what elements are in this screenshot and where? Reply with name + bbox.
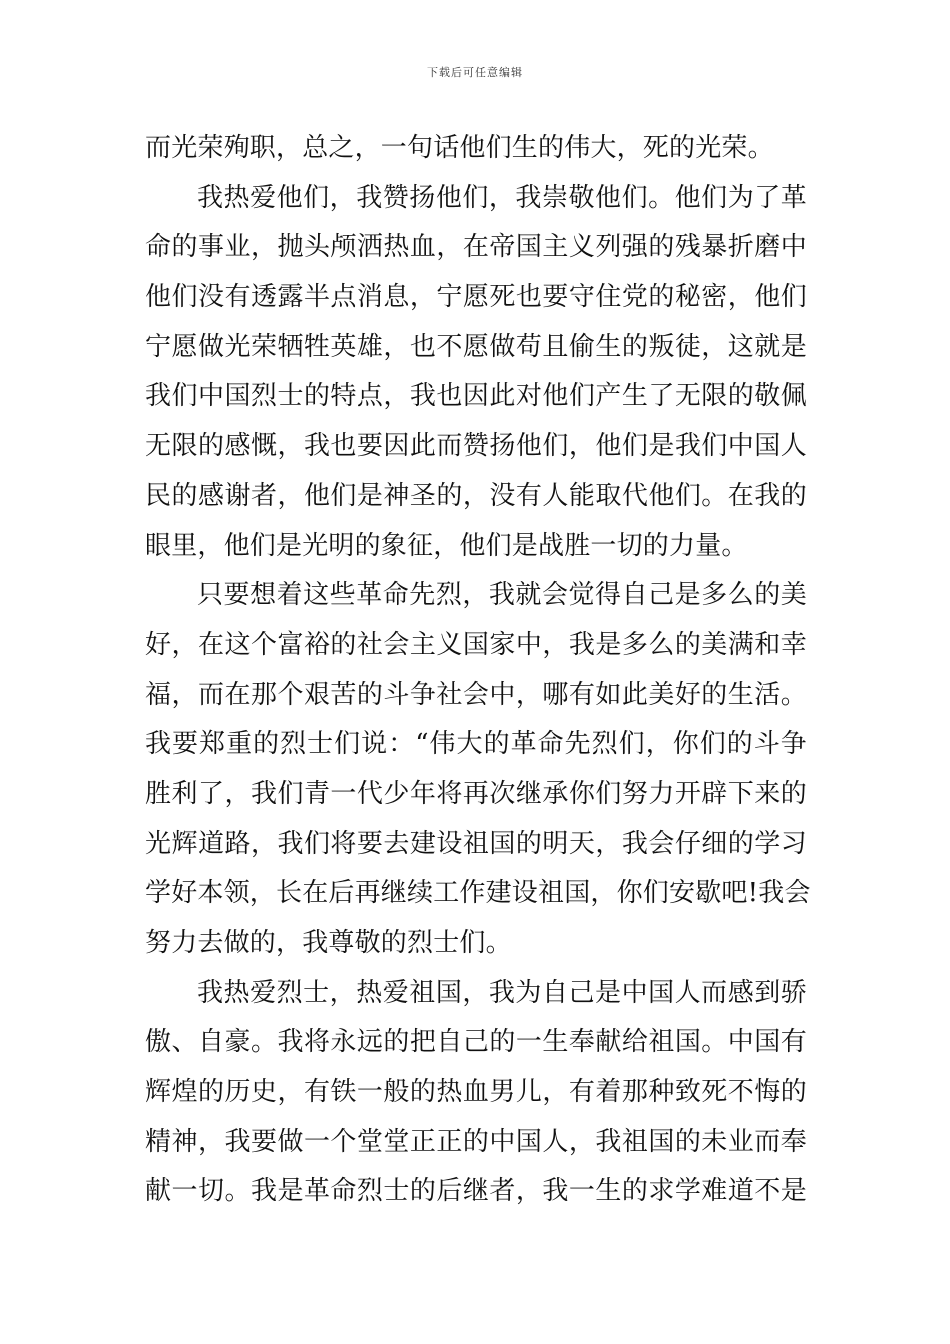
text-line: 我热爱烈士，热爱祖国，我为自己是中国人而感到骄 <box>197 977 807 1008</box>
text-line: 傲、自豪。我将永远的把自己的一生奉献给祖国。中国有 <box>145 1027 807 1058</box>
text-line: 胜利了，我们青一代少年将再次继承你们努力开辟下来的 <box>145 778 807 809</box>
text-line: 我要郑重的烈士们说：“伟大的革命先烈们，你们的斗争 <box>145 729 807 760</box>
body-text <box>145 124 811 1217</box>
text-line: 献一切。我是革命烈士的后继者，我一生的求学难道不是 <box>145 1176 807 1207</box>
text-line: 他们没有透露半点消息，宁愿死也要守住党的秘密，他们 <box>145 282 807 313</box>
text-line: 我热爱他们，我赞扬他们，我崇敬他们。他们为了革 <box>197 182 807 213</box>
text-line: 光辉道路，我们将要去建设祖国的明天，我会仔细的学习 <box>145 828 807 859</box>
text-line: 只要想着这些革命先烈，我就会觉得自己是多么的美 <box>197 580 807 611</box>
text-line: 努力去做的，我尊敬的烈士们。 <box>145 928 512 958</box>
text-line: 宁愿做光荣牺牲英雄，也不愿做苟且偷生的叛徒，这就是 <box>145 331 807 362</box>
text-line: 命的事业，抛头颅洒热血，在帝国主义列强的残暴折磨中 <box>145 232 807 263</box>
text-line: 眼里，他们是光明的象征，他们是战胜一切的力量。 <box>145 530 748 561</box>
text-line: 无限的感慨，我也要因此而赞扬他们，他们是我们中国人 <box>145 431 807 462</box>
text-line: 学好本领，长在后再继续工作建设祖国，你们安歇吧!我会 <box>145 878 811 909</box>
page-header: 下载后可任意编辑 <box>427 66 523 79</box>
text-line: 好，在这个富裕的社会主义国家中，我是多么的美满和幸 <box>145 629 807 660</box>
text-line: 民的感谢者，他们是神圣的，没有人能取代他们。在我的 <box>145 480 807 511</box>
text-line: 精神，我要做一个堂堂正正的中国人，我祖国的未业而奉 <box>145 1126 807 1157</box>
text-line: 而光荣殉职，总之，一句话他们生的伟大，死的光荣。 <box>145 133 774 163</box>
text-line: 辉煌的历史，有铁一般的热血男儿，有着那种致死不悔的 <box>145 1077 807 1108</box>
text-line: 我们中国烈士的特点，我也因此对他们产生了无限的敬佩 <box>145 381 807 412</box>
text-line: 福，而在那个艰苦的斗争社会中，哪有如此美好的生活。 <box>145 679 807 710</box>
